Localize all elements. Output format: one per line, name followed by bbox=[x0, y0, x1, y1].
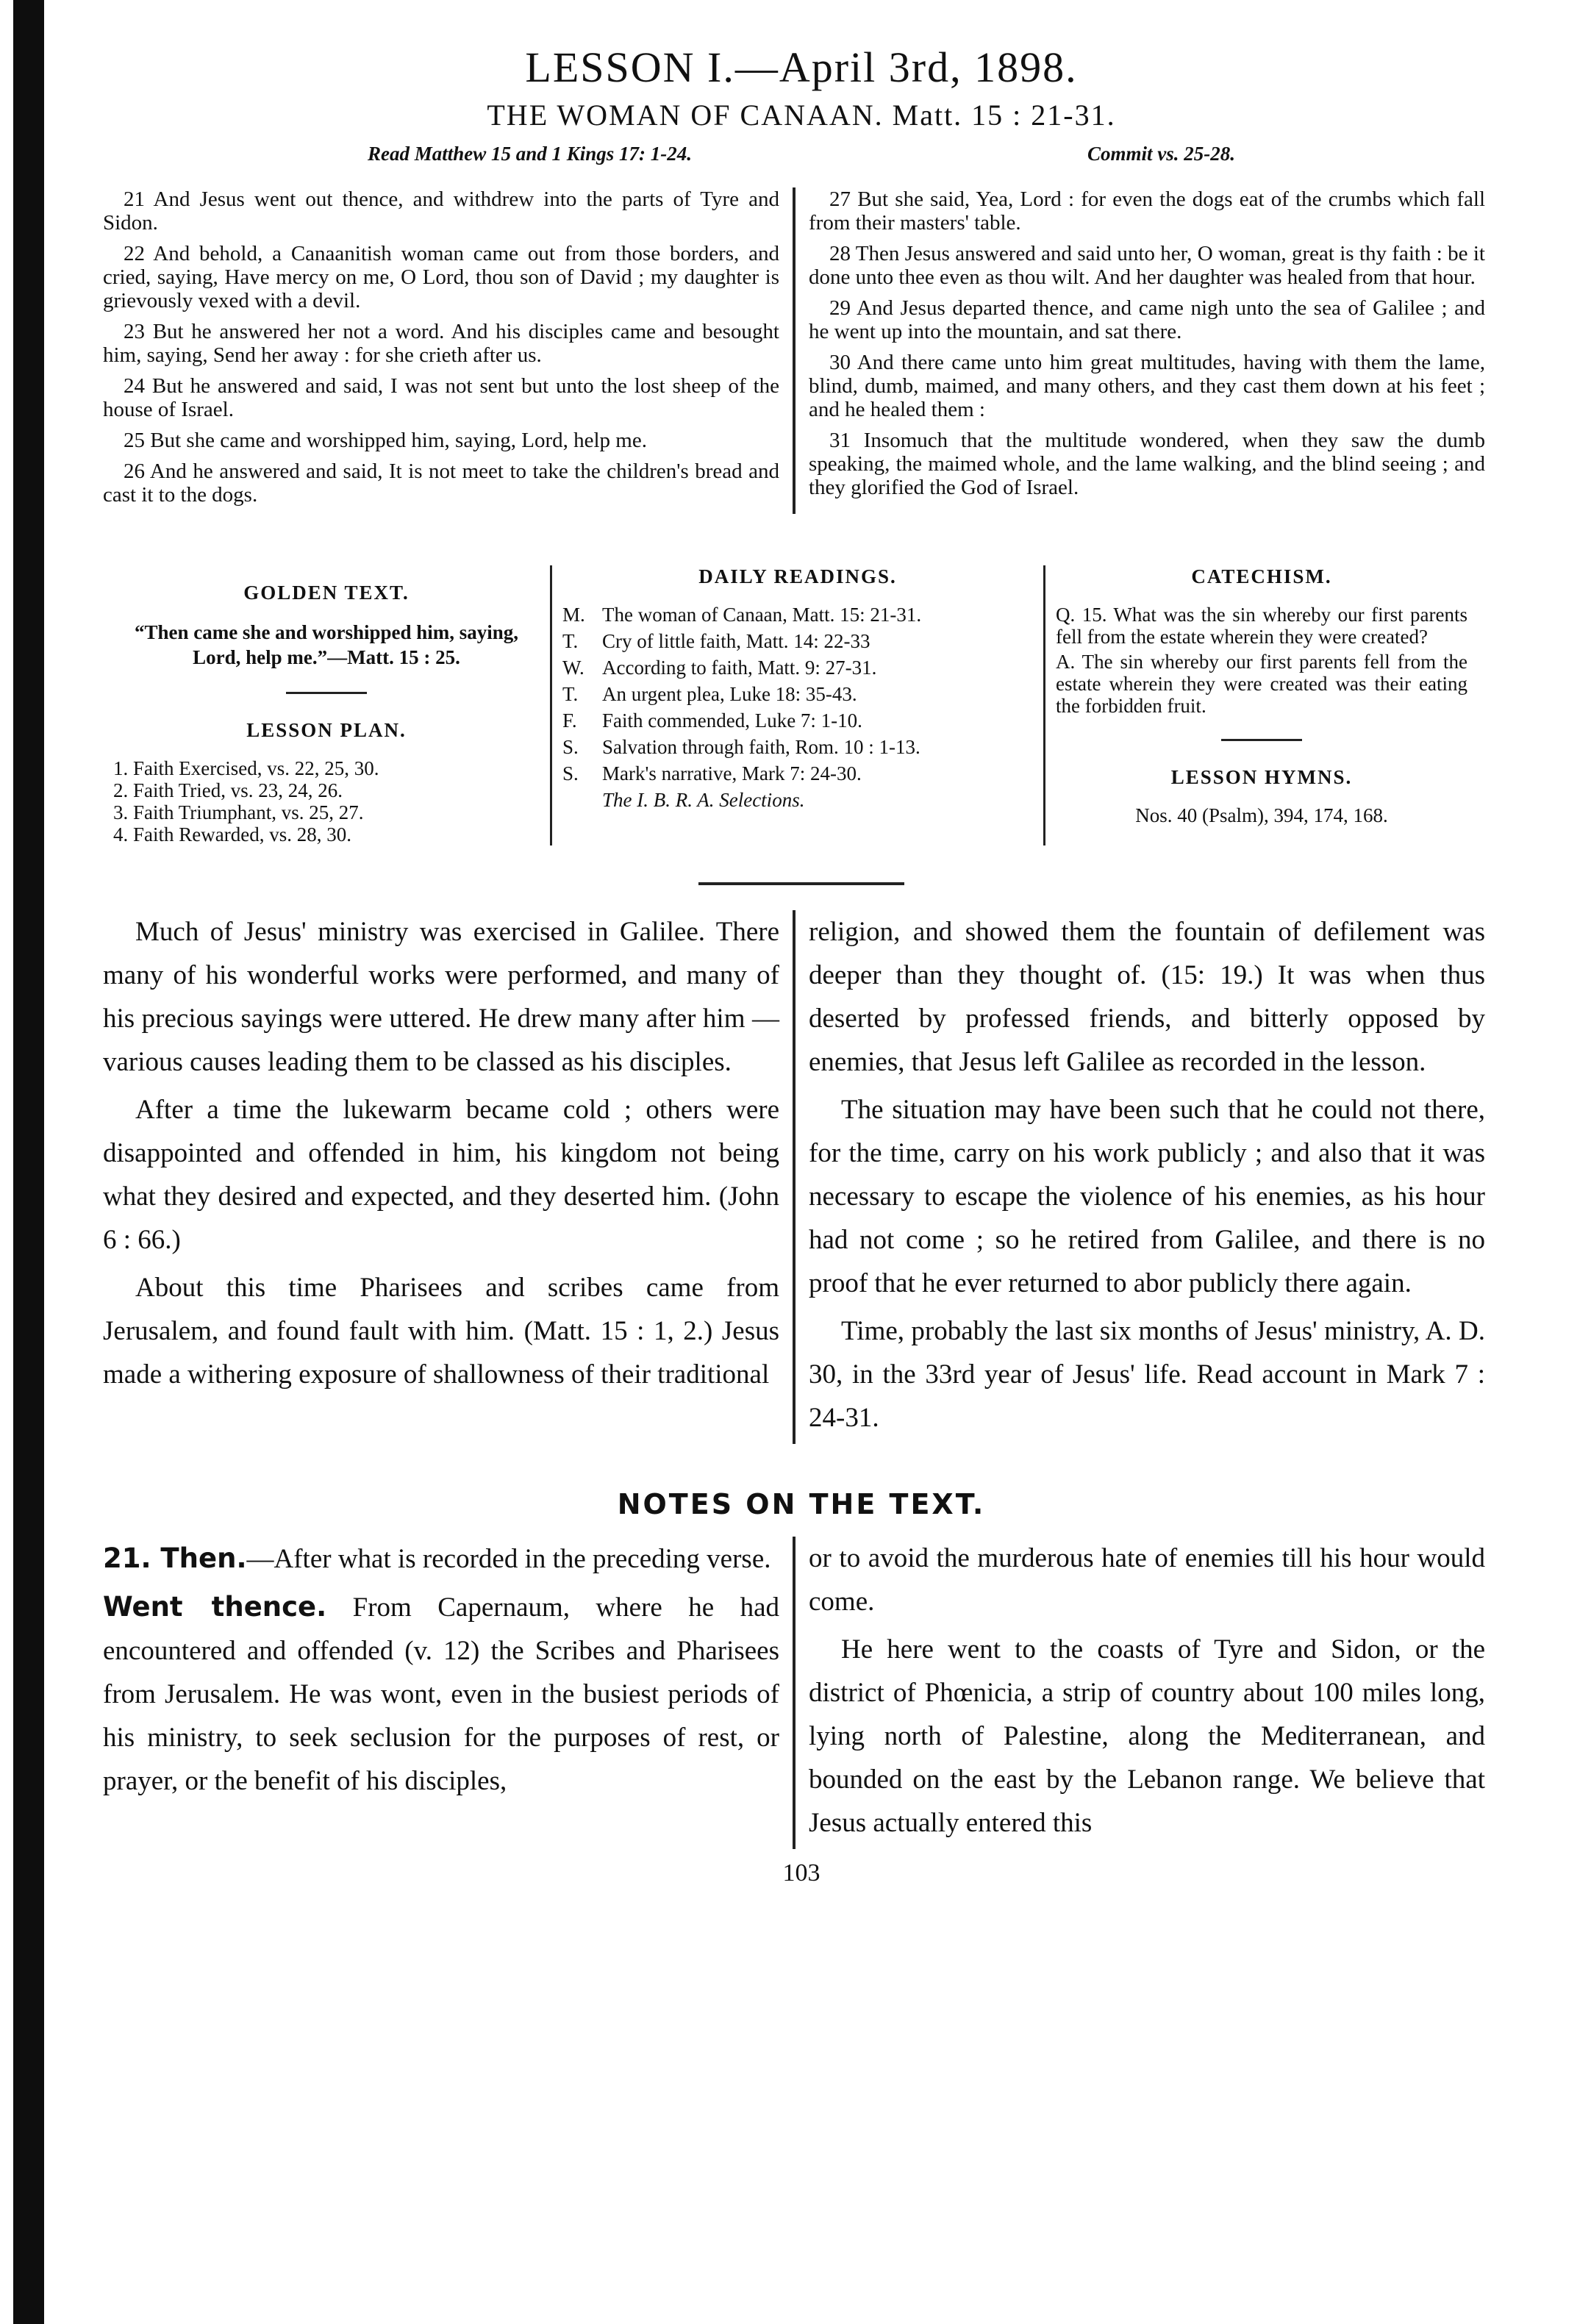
verse-21: 21 And Jesus went out thence, and withdrew into the parts of Tyre and Sidon. bbox=[103, 187, 779, 235]
column-divider bbox=[793, 910, 796, 1444]
catechism-answer: A. The sin whereby our first parents fell from the estate wherein they were created was their eating the forbidden fruit. bbox=[1056, 651, 1467, 717]
note-paragraph: He here went to the coasts of Tyre and Sidon, or the district of Phœnicia, a strip of country about 100 miles long, lying north of Palestine, along the Mediterranean, and bounded on the east by the Lebanon range. We believe that Jesus actually entered this bbox=[809, 1634, 1485, 1838]
note-text: From Capernaum, where he had encountered and offended (v. 12) the Scribes and Pharisees from Jerusalem. He was wont, even in the busiest periods of his ministry, to seek seclusion for the purposes of rest, or prayer, or the benefit of his disciples, bbox=[103, 1592, 779, 1796]
intro-paragraph: After a time the lukewarm became cold ; others were disappointed and offended in him, his kingdom not being what they desired and expected, and they deserted him. (John 6 : 66.) bbox=[103, 1095, 779, 1255]
lesson-helps bbox=[103, 565, 1500, 845]
lesson-plan-item: 3. Faith Triumphant, vs. 25, 27. bbox=[113, 801, 364, 823]
lesson-plan-item: 4. Faith Rewarded, vs. 28, 30. bbox=[113, 823, 351, 845]
intro-paragraph: Much of Jesus' ministry was exercised in Galilee. There many of his wonderful works were performed, and many of his precious sayings were uttered. He drew many after him —various causes leading them to be classed as his disciples. bbox=[103, 917, 779, 1077]
reading-text: Cry of little faith, Matt. 14: 22-33 bbox=[602, 630, 870, 652]
golden-text-box bbox=[103, 565, 550, 845]
catechism-box bbox=[1045, 565, 1478, 845]
column-divider bbox=[793, 187, 796, 514]
lesson-plan-item: 2. Faith Tried, vs. 23, 24, 26. bbox=[113, 779, 343, 801]
notes-left-column bbox=[103, 1537, 779, 1849]
intro-section bbox=[103, 910, 1500, 1444]
verse-27: 27 But she said, Yea, Lord : for even the dogs eat of the crumbs which fall from their masters' table. bbox=[809, 187, 1485, 235]
daily-reading-row bbox=[562, 657, 1033, 679]
reading-day: W. bbox=[562, 657, 584, 679]
catechism-heading: CATECHISM. bbox=[1191, 565, 1332, 587]
hymns-list: Nos. 40 (Psalm), 394, 174, 168. bbox=[1135, 804, 1388, 826]
note-paragraph: or to avoid the murderous hate of enemies till his hour would come. bbox=[809, 1543, 1485, 1617]
lesson-plan-heading: LESSON PLAN. bbox=[246, 719, 407, 741]
column-divider bbox=[793, 1537, 796, 1849]
verse-25: 25 But she came and worshipped him, saying, Lord, help me. bbox=[124, 429, 647, 452]
daily-readings-heading: DAILY READINGS. bbox=[698, 565, 897, 587]
page-number: 103 bbox=[782, 1859, 820, 1887]
reading-day: S. bbox=[562, 736, 579, 758]
scripture-passage bbox=[103, 187, 1500, 514]
golden-text-heading: GOLDEN TEXT. bbox=[243, 582, 410, 604]
scripture-left-column bbox=[103, 187, 779, 514]
reading-day: T. bbox=[562, 683, 579, 705]
notes-heading: NOTES ON THE TEXT. bbox=[617, 1488, 986, 1520]
reading-assignment-line bbox=[368, 143, 1235, 165]
book-binding-edge bbox=[13, 0, 44, 2324]
catechism-question: Q. 15. What was the sin whereby our first parents fell from the estate wherein they were created? bbox=[1056, 604, 1467, 648]
short-rule bbox=[1221, 739, 1302, 741]
reading-day: S. bbox=[562, 762, 579, 784]
reading-text: Faith commended, Luke 7: 1-10. bbox=[602, 709, 862, 732]
daily-reading-row bbox=[562, 604, 1033, 626]
page bbox=[103, 29, 1500, 1887]
verse-23: 23 But he answered her not a word. And his disciples came and besought him, saying, Send her away : for she crieth after us. bbox=[103, 320, 779, 367]
section-rule bbox=[698, 882, 904, 885]
verse-22: 22 And behold, a Canaanitish woman came out from those borders, and cried, saying, Have mercy on me, O Lord, thou son of David ; my daughter is grievously vexed with a devil. bbox=[103, 242, 779, 312]
readings-source: The I. B. R. A. Selections. bbox=[602, 789, 805, 811]
verse-28: 28 Then Jesus answered and said unto her, O woman, great is thy faith : be it done unto thee even as thou wilt. And her daughter was healed from that hour. bbox=[809, 242, 1485, 289]
note-text: —After what is recorded in the preceding verse. bbox=[246, 1544, 771, 1574]
reading-text: An urgent plea, Luke 18: 35-43. bbox=[602, 683, 857, 705]
daily-readings-box bbox=[550, 565, 1045, 845]
hymns-heading: LESSON HYMNS. bbox=[1170, 766, 1353, 788]
reading-text: Salvation through faith, Rom. 10 : 1-13. bbox=[602, 736, 920, 758]
intro-paragraph: About this time Pharisees and scribes came from Jerusalem, and found fault with him. (Matt. 15 : 1, 2.) Jesus made a withering exposure of shallowness of their traditional bbox=[103, 1273, 779, 1390]
verse-31: 31 Insomuch that the multitude wondered, when they saw the dumb speaking, the maimed whole, and the lame walking, and the blind seeing ; and they glorified the God of Israel. bbox=[809, 429, 1485, 499]
daily-reading-row bbox=[562, 709, 1033, 732]
intro-left-column bbox=[103, 910, 779, 1444]
read-assignment: Read Matthew 15 and 1 Kings 17: 1-24. bbox=[368, 143, 693, 165]
scripture-right-column bbox=[809, 187, 1485, 514]
verse-26: 26 And he answered and said, It is not meet to take the children's bread and cast it to the dogs. bbox=[103, 460, 779, 507]
note-lead: Went thence. bbox=[103, 1591, 327, 1623]
verse-24: 24 But he answered and said, I was not sent but unto the lost sheep of the house of Israel. bbox=[103, 374, 779, 421]
reading-text: Mark's narrative, Mark 7: 24-30. bbox=[602, 762, 862, 784]
daily-reading-row bbox=[562, 683, 1033, 705]
reading-day: T. bbox=[562, 630, 579, 652]
reading-day: F. bbox=[562, 709, 577, 732]
verse-29: 29 And Jesus departed thence, and came nigh unto the sea of Galilee ; and he went up into the mountain, and sat there. bbox=[809, 296, 1485, 343]
lesson-plan-list bbox=[113, 757, 540, 845]
note-paragraph bbox=[103, 1537, 779, 1581]
commit-assignment: Commit vs. 25-28. bbox=[1087, 143, 1235, 165]
note-paragraph bbox=[103, 1585, 779, 1803]
reading-day: M. bbox=[562, 604, 585, 626]
notes-section bbox=[103, 1537, 1500, 1849]
daily-reading-row bbox=[562, 736, 1033, 758]
intro-paragraph: Time, probably the last six months of Jesus' ministry, A. D. 30, in the 33rd year of Jesus' life. Read account in Mark 7 : 24-31. bbox=[809, 1316, 1485, 1433]
lesson-plan-item: 1. Faith Exercised, vs. 22, 25, 30. bbox=[113, 757, 379, 779]
notes-right-column bbox=[809, 1537, 1485, 1849]
note-lead: 21. Then. bbox=[103, 1542, 247, 1574]
daily-reading-row bbox=[562, 630, 1033, 652]
lesson-subtitle: THE WOMAN OF CANAAN. Matt. 15 : 21-31. bbox=[487, 99, 1116, 132]
lesson-title: LESSON I.—April 3rd, 1898. bbox=[525, 43, 1078, 91]
short-rule bbox=[286, 692, 367, 694]
golden-text: “Then came she and worshipped him, saying, Lord, help me.”—Matt. 15 : 25. bbox=[134, 621, 519, 668]
daily-reading-row bbox=[562, 762, 1033, 784]
verse-30: 30 And there came unto him great multitudes, having with them the lame, blind, dumb, maimed, and many others, and they cast them down at his feet ; and he healed them : bbox=[809, 351, 1485, 421]
intro-paragraph: The situation may have been such that he could not there, for the time, carry on his work publicly ; and also that it was necessary to escape the violence of his enemies, as his hour had not come ; so he retired from Galilee, and there is no proof that he ever returned to abor publicly there again. bbox=[809, 1095, 1485, 1298]
reading-text: The woman of Canaan, Matt. 15: 21-31. bbox=[602, 604, 922, 626]
reading-text: According to faith, Matt. 9: 27-31. bbox=[602, 657, 877, 679]
intro-paragraph: religion, and showed them the fountain of defilement was deeper than they thought of. (15: 19.) It was when thus deserted by professed friends, and bitterly opposed by enemies, that Jesus left Galilee as recorded in the lesson. bbox=[809, 917, 1485, 1077]
intro-right-column bbox=[809, 910, 1485, 1444]
